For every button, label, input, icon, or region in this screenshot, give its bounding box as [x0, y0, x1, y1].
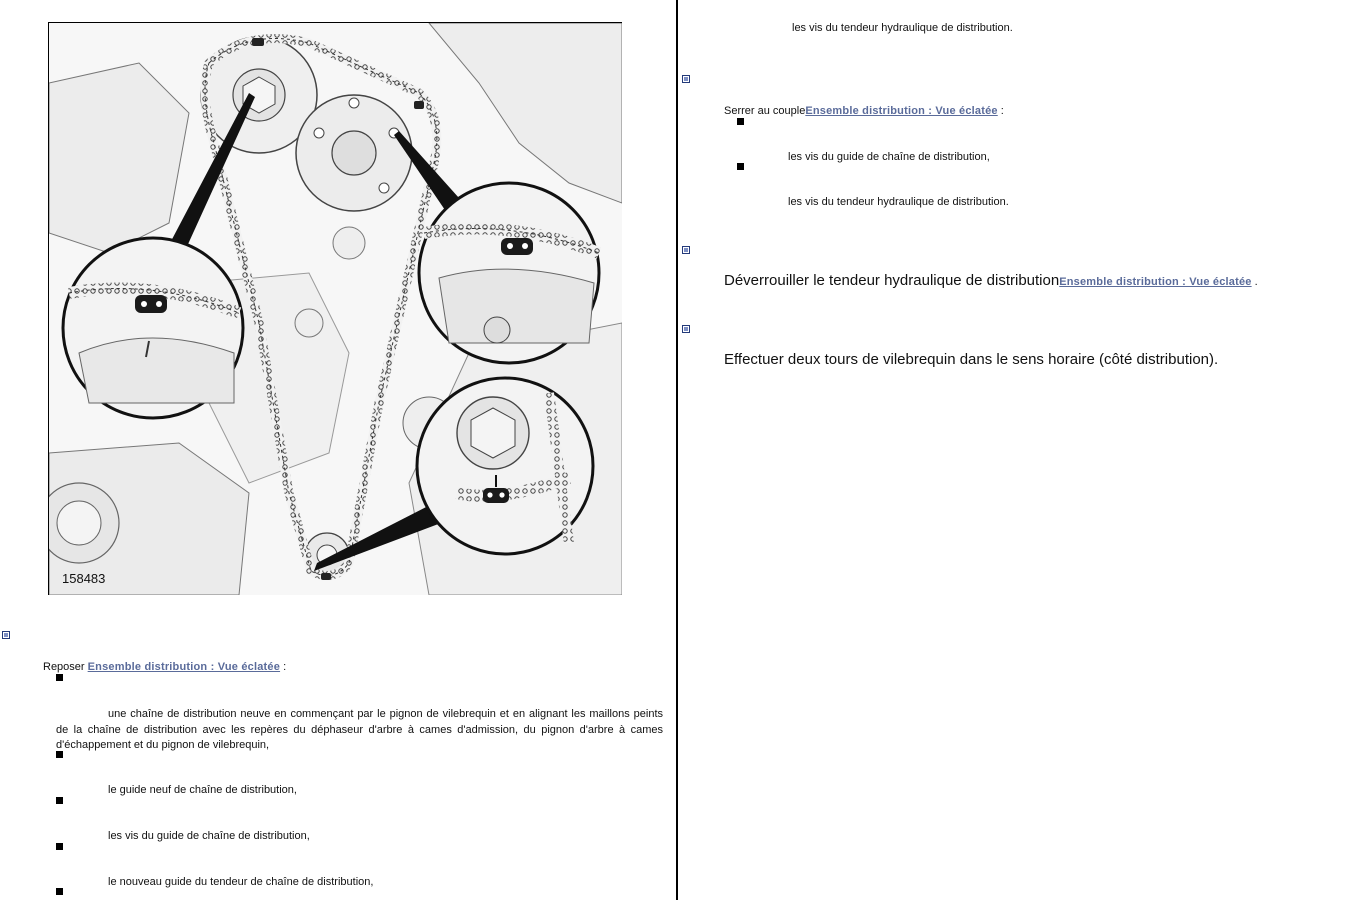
list-item: le nouveau guide du tendeur de chaîne de distribution, [108, 876, 374, 888]
reposer-prefix: Reposer [43, 661, 88, 673]
list-bullet-icon [56, 751, 63, 758]
serrer-prefix: Serrer au couple [724, 105, 806, 117]
column-divider [676, 0, 678, 900]
list-bullet-icon [737, 118, 744, 125]
step-bullet-icon [682, 246, 690, 254]
engine-drawing [49, 23, 622, 595]
serrer-link[interactable]: Ensemble distribution : Vue éclatée [805, 105, 998, 117]
timing-chain-illustration [48, 22, 622, 595]
list-bullet-icon [56, 843, 63, 850]
step-bullet-icon [682, 325, 690, 333]
reposer-suffix: : [280, 661, 287, 673]
list-bullet-icon [56, 888, 63, 895]
serrer-suffix: : [997, 105, 1004, 117]
list-item: les vis du guide de chaîne de distribution, [108, 830, 310, 842]
list-bullet-icon [737, 163, 744, 170]
step-bullet-icon [2, 631, 10, 639]
serrer-line [724, 105, 1004, 117]
deverrouiller-link[interactable]: Ensemble distribution : Vue éclatée [1059, 276, 1252, 288]
reposer-link[interactable]: Ensemble distribution : Vue éclatée [87, 661, 281, 673]
deverrouiller-suffix: . [1251, 276, 1258, 288]
list-bullet-icon [56, 797, 63, 804]
list-item: les vis du tendeur hydraulique de distribution. [792, 22, 1013, 34]
effectuer-text: Effectuer deux tours de vilebrequin dans le sens horaire (côté distribution). [724, 351, 1219, 368]
list-bullet-icon [56, 674, 63, 681]
list-item: les vis du tendeur hydraulique de distribution. [788, 196, 1009, 208]
figure-number: 158483 [62, 571, 106, 586]
list-item: le guide neuf de chaîne de distribution, [108, 784, 297, 796]
reposer-line [43, 661, 286, 673]
list-item: une chaîne de distribution neuve en commençant par le pignon de vilebrequin et en alignant les maillons peints de la chaîne de distribution avec les repères du déphaseur d'arbre à cames d'admission, du pignon d'arbre à cames d'échappement et du pignon de vilebrequin, [56, 708, 663, 751]
step-bullet-icon [682, 75, 690, 83]
deverrouiller-text: Déverrouiller le tendeur hydraulique de distribution [724, 272, 1060, 289]
list-item: les vis du guide de chaîne de distribution, [788, 151, 990, 163]
deverrouiller-line [724, 272, 1258, 290]
